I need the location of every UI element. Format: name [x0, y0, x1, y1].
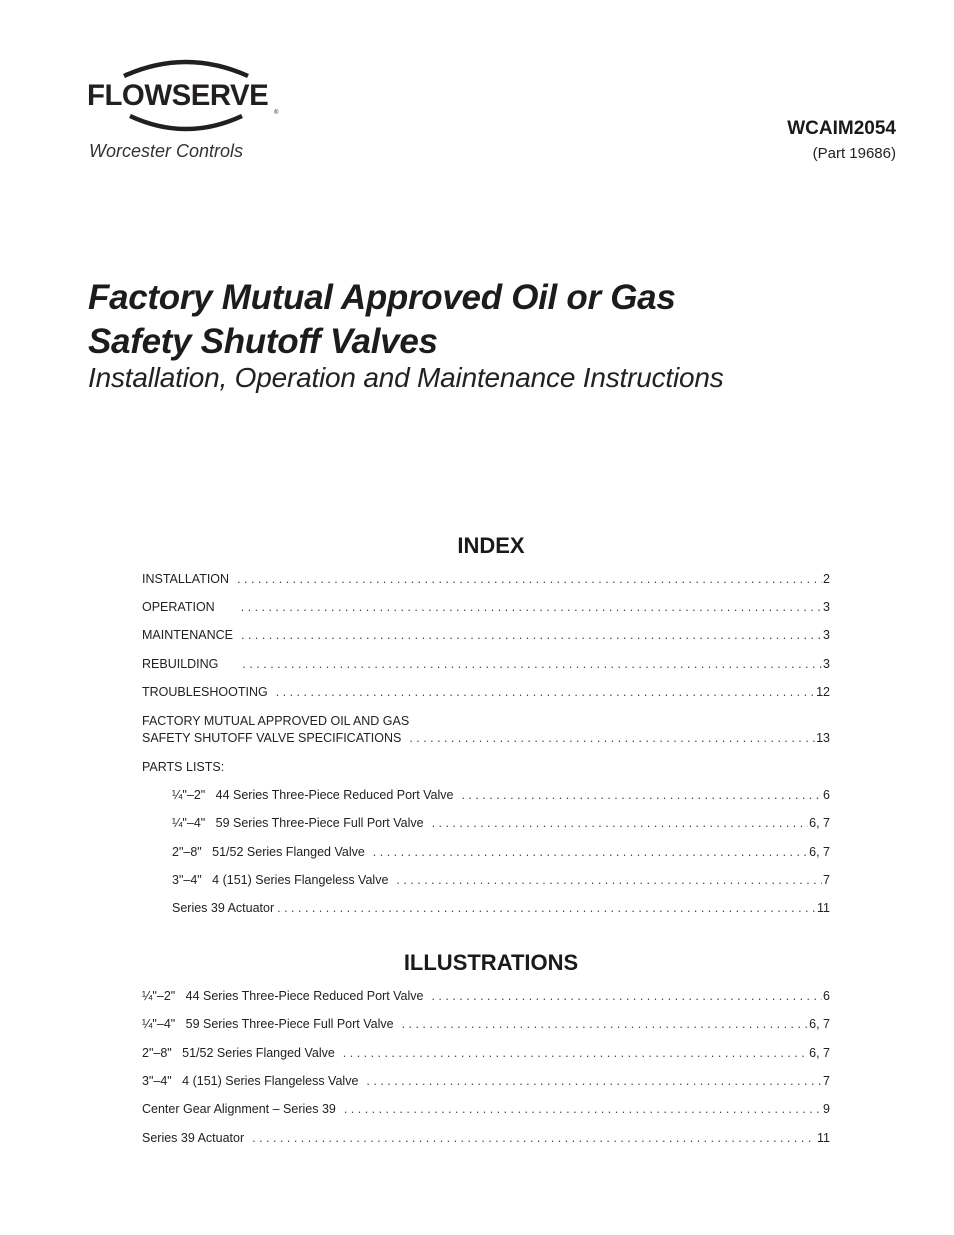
dot-leader — [343, 1045, 808, 1062]
dot-leader — [432, 815, 809, 832]
index-entry-label: ¼"–4" 59 Series Three-Piece Full Port Valve — [172, 816, 424, 830]
index-entry-label: 3"–4" 4 (151) Series Flangeless Valve — [172, 873, 389, 887]
index-subentry — [172, 815, 830, 832]
index-entry-page: 3 — [823, 628, 830, 642]
dot-leader — [252, 1130, 816, 1147]
index-entry-label: PARTS LISTS: — [142, 760, 225, 774]
dot-leader — [242, 656, 822, 673]
dot-leader — [431, 988, 822, 1005]
illustration-entry-page: 6 — [823, 989, 830, 1003]
illustration-entry — [142, 1016, 830, 1033]
illustration-entry-label: 3"–4" 4 (151) Series Flangeless Valve — [142, 1074, 359, 1088]
index-entry-label-line-1: FACTORY MUTUAL APPROVED OIL AND GAS — [142, 714, 410, 728]
illustration-entry — [142, 1073, 830, 1090]
index-entry-label: TROUBLESHOOTING — [142, 685, 268, 699]
index-entry-page: 13 — [816, 731, 830, 745]
illustrations-heading: ILLUSTRATIONS — [403, 950, 579, 975]
index-entry-label: 2"–8" 51/52 Series Flanged Valve — [172, 845, 365, 859]
dot-leader — [241, 627, 822, 644]
illustration-entry — [142, 988, 830, 1005]
page-title — [88, 276, 675, 364]
index-entry-parts-lists — [142, 759, 830, 776]
index-subentry — [172, 787, 830, 804]
illustration-entry-label: Center Gear Alignment – Series 39 — [142, 1102, 336, 1116]
illustration-entry — [142, 1101, 830, 1118]
index-heading: INDEX — [457, 533, 525, 558]
dot-leader — [344, 1101, 822, 1118]
illustration-entry-page: 6, 7 — [809, 1017, 830, 1031]
index-entry-page: 7 — [823, 873, 830, 887]
index-entry — [142, 571, 830, 588]
document-number: WCAIM2054 — [787, 118, 896, 139]
index-entry-page: 6, 7 — [809, 845, 830, 859]
illustration-entry — [142, 1130, 830, 1147]
illustration-entry-label: Series 39 Actuator — [142, 1131, 245, 1145]
illustration-entry-label: ¼"–4" 59 Series Three-Piece Full Port Valve — [142, 1017, 394, 1031]
page-subtitle: Installation, Operation and Maintenance Instructions — [88, 362, 724, 393]
illustration-entry-page: 9 — [823, 1102, 830, 1116]
illustration-entry-label: ¼"–2" 44 Series Three-Piece Reduced Port Valve — [142, 989, 424, 1003]
brand-wordmark: FLOWSERVE — [87, 79, 269, 112]
index-entry-label: MAINTENANCE — [142, 628, 233, 642]
title-line-1: Factory Mutual Approved Oil or Gas — [88, 278, 676, 317]
title-line-2: Safety Shutoff Valves — [88, 322, 438, 361]
index-entry — [142, 713, 830, 747]
index-entry-label: SAFETY SHUTOFF VALVE SPECIFICATIONS — [142, 731, 402, 745]
dot-leader — [366, 1073, 822, 1090]
index-subentry — [172, 900, 830, 917]
dot-leader — [373, 844, 808, 861]
index-entry-page: 2 — [823, 572, 830, 586]
index-entry-page: 6 — [823, 788, 830, 802]
illustration-entry-page: 6, 7 — [809, 1046, 830, 1060]
dot-leader — [396, 872, 822, 889]
illustration-entry-label: 2"–8" 51/52 Series Flanged Valve — [142, 1046, 335, 1060]
index-entry — [142, 684, 830, 701]
index-entry — [142, 627, 830, 644]
dot-leader — [402, 1016, 809, 1033]
index-entry-label: REBUILDING — [142, 657, 219, 671]
illustration-entry — [142, 1045, 830, 1062]
index-subentry — [172, 844, 830, 861]
index-entry-label: OPERATION — [142, 600, 215, 614]
dot-leader — [276, 684, 815, 701]
index-entry-page: 3 — [823, 657, 830, 671]
index-entry-page: 6, 7 — [809, 816, 830, 830]
dot-leader — [461, 787, 822, 804]
illustration-entry-page: 7 — [823, 1074, 830, 1088]
index-entry-page: 3 — [823, 600, 830, 614]
index-subentry — [172, 872, 830, 889]
index-entry-page: 11 — [817, 901, 830, 915]
dot-leader — [241, 599, 822, 616]
division-name: Worcester Controls — [89, 141, 244, 161]
index-entry — [142, 599, 830, 616]
dot-leader — [237, 571, 822, 588]
index-entry-label: ¼"–2" 44 Series Three-Piece Reduced Port Valve — [172, 788, 454, 802]
illustration-entry-page: 11 — [817, 1131, 830, 1145]
registered-mark: ® — [274, 110, 279, 116]
index-entry-page: 12 — [816, 685, 830, 699]
index-entry-label: Series 39 Actuator — [172, 901, 275, 915]
dot-leader — [409, 730, 815, 747]
index-entry — [142, 656, 830, 673]
part-number: (Part 19686) — [812, 145, 896, 162]
index-entry-label: INSTALLATION — [142, 572, 230, 586]
flowserve-logo — [86, 58, 296, 138]
dot-leader — [277, 900, 816, 917]
